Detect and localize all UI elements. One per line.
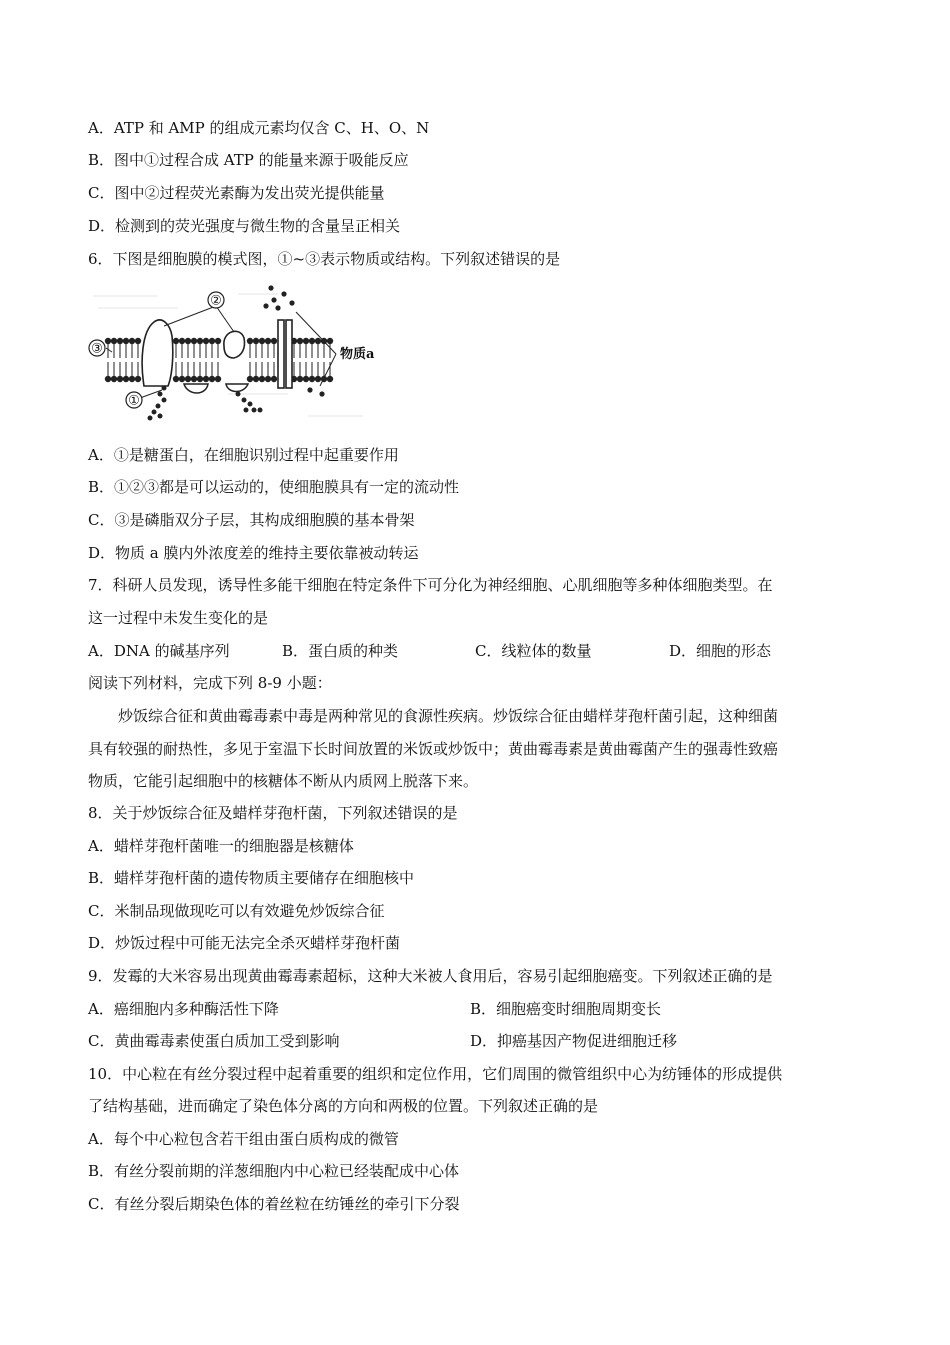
q6-option-a: A．①是糖蛋白，在细胞识别过程中起重要作用 — [88, 446, 399, 464]
material-paragraph-line2: 具有较强的耐热性，多见于室温下长时间放置的米饭或炒饭中；黄曲霉毒素是黄曲霉菌产生的强毒性致癌 — [88, 740, 779, 758]
q9-option-d: D．抑癌基因产物促进细胞迁移 — [470, 1032, 678, 1050]
inner-surface-protein — [226, 384, 248, 392]
q8-option-d: D．炒饭过程中可能无法完全杀灭蜡样芽孢杆菌 — [88, 934, 401, 952]
peripheral-protein — [224, 331, 245, 358]
material-paragraph-line3: 物质，它能引起细胞中的核糖体不断从内质网上脱落下来。 — [88, 772, 479, 790]
q9-option-c: C．黄曲霉毒素使蛋白质加工受到影响 — [88, 1032, 340, 1050]
figure-label-2: ② — [210, 293, 222, 309]
q7-stem-line1: 7．科研人员发现，诱导性多能干细胞在特定条件下可分化为神经细胞、心肌细胞等多种体细胞类型。在 — [88, 576, 773, 594]
q5-option-b: B．图中①过程合成 ATP 的能量来源于吸能反应 — [88, 151, 409, 169]
leader-lines — [106, 306, 336, 398]
inner-surface-protein — [184, 384, 208, 393]
q9-options-row2 — [88, 1031, 888, 1051]
q8-option-c: C．米制品现做现吃可以有效避免炒饭综合征 — [88, 902, 385, 920]
phospholipid-bilayer — [105, 338, 333, 382]
q7-stem-line2: 这一过程中未发生变化的是 — [88, 609, 269, 627]
q6-option-d: D．物质 a 膜内外浓度差的维持主要依靠被动转运 — [88, 544, 419, 562]
q9-option-a: A．癌细胞内多种酶活性下降 — [88, 1000, 279, 1018]
q10-option-a: A．每个中心粒包含若干组由蛋白质构成的微管 — [88, 1130, 399, 1148]
q9-stem: 9．发霉的大米容易出现黄曲霉毒素超标，这种大米被人食用后，容易引起细胞癌变。下列叙述正确的是 — [88, 967, 773, 985]
material-intro: 阅读下列材料，完成下列 8-9 小题： — [88, 674, 332, 692]
material-paragraph-line1: 炒饭综合征和黄曲霉毒素中毒是两种常见的食源性疾病。炒饭综合征由蜡样芽孢杆菌引起，这种细菌 — [118, 707, 779, 725]
figure-label-3: ③ — [91, 341, 103, 357]
q6-option-c: C．③是磷脂双分子层，其构成细胞膜的基本骨架 — [88, 511, 415, 529]
figure-label-substance-a: 物质a — [340, 347, 375, 362]
figure-label-1: ① — [128, 393, 140, 409]
channel-protein — [278, 320, 292, 388]
q10-option-b: B．有丝分裂前期的洋葱细胞内中心粒已经装配成中心体 — [88, 1162, 460, 1180]
q5-option-d: D．检测到的荧光强度与微生物的含量呈正相关 — [88, 217, 401, 235]
q8-option-b: B．蜡样芽孢杆菌的遗传物质主要储存在细胞核中 — [88, 869, 415, 887]
q6-stem: 6．下图是细胞膜的模式图，①~③表示物质或结构。下列叙述错误的是 — [88, 250, 561, 268]
q7-option-c: C．线粒体的数量 — [475, 642, 592, 660]
transmembrane-protein — [142, 320, 173, 386]
q7-options-row — [88, 641, 888, 661]
q5-option-c: C．图中②过程荧光素酶为发出荧光提供能量 — [88, 184, 385, 202]
cell-membrane-diagram — [88, 276, 378, 436]
q10-option-c: C．有丝分裂后期染色体的着丝粒在纺锤丝的牵引下分裂 — [88, 1195, 460, 1213]
q8-stem: 8．关于炒饭综合征及蜡样芽孢杆菌，下列叙述错误的是 — [88, 804, 458, 822]
q9-option-b: B．细胞癌变时细胞周期变长 — [470, 1000, 662, 1018]
q5-option-a: A．ATP 和 AMP 的组成元素均仅含 C、H、O、N — [88, 119, 430, 137]
q6-option-b: B．①②③都是可以运动的，使细胞膜具有一定的流动性 — [88, 478, 460, 496]
q7-option-d: D．细胞的形态 — [669, 642, 772, 660]
q8-option-a: A．蜡样芽孢杆菌唯一的细胞器是核糖体 — [88, 837, 354, 855]
q9-options-row1 — [88, 999, 888, 1019]
q10-stem-line2: 了结构基础，进而确定了染色体分离的方向和两极的位置。下列叙述正确的是 — [88, 1097, 599, 1115]
q7-option-b: B．蛋白质的种类 — [282, 642, 399, 660]
q10-stem-line1: 10．中心粒在有丝分裂过程中起着重要的组织和定位作用，它们周围的微管组织中心为纺锤体的形成提供 — [88, 1065, 783, 1083]
q7-option-a: A．DNA 的碱基序列 — [88, 642, 230, 660]
